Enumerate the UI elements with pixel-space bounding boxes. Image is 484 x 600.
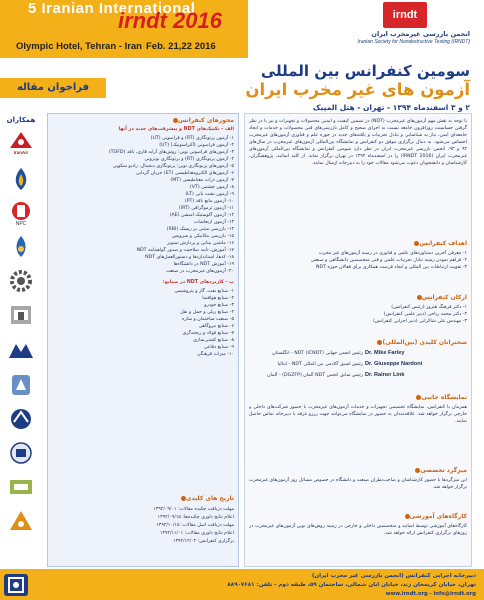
application-item: ۲- صنایع هوافضا <box>202 296 234 301</box>
topic-item: ۳- آزمون‌های فراصوتی نوین: روش‌های آرایه فازی، تافد (TOFD) <box>108 150 234 155</box>
speaker-role: رئیس سابق انجمن NDT آلمان (DGZFP) - آلمان <box>267 373 363 378</box>
org-item: ۲- دکتر محمد ریاحی (دبیر علمی کنفرانس) <box>383 312 467 317</box>
application-item: ۹- صنایع دفاعی <box>203 345 234 350</box>
steel-logo <box>4 474 38 500</box>
topic-item: ۶- آزمون‌های الکترومغناطیسی (ET) جریان گردابی <box>135 171 234 176</box>
panel-heading: میزگرد تخصصی <box>249 467 467 474</box>
gear-logo <box>4 268 38 294</box>
university2-logo <box>4 372 38 398</box>
header-banner <box>0 0 248 58</box>
topic-item: ۱۴- بازرسی مبتنی بر ریسک (RBI) <box>166 227 234 232</box>
application-item: ۵- صنعت ساختمان و سازه <box>181 317 234 322</box>
npc-logo <box>4 200 38 226</box>
goals-heading: اهداف کنفرانس <box>249 240 467 247</box>
society-logo-area <box>248 0 484 58</box>
topic-item: ۴- آزمون پرتونگاری (RT) و پرتونگاری نوترونی <box>144 157 234 162</box>
speaker-name: Dr. Rainer Link <box>365 372 405 378</box>
application-item: ۴- صنایع ریلی و حمل و نقل <box>180 310 234 315</box>
footer-secretariat: دبیرخانه اجرایی کنفرانس (انجمن بازرسی غیر مخرب ایران) <box>311 573 476 579</box>
application-item: ۱۰- میراث فرهنگی <box>196 352 234 357</box>
aerospace-logo <box>4 406 38 432</box>
footer-logo-icon <box>4 574 28 596</box>
application-item: ۳- صنایع خودرو <box>204 303 234 308</box>
topics-subheading-b: ب - کاربردهای NDT در صنایع: <box>162 280 234 285</box>
conference-title: سومین کنفرانس بین المللی <box>260 62 470 80</box>
topic-item: ۱۳- آزمون ارتعاشات <box>194 220 234 225</box>
footer-contact: www.irndt.org - info@irndt.org <box>385 591 476 597</box>
application-item: ۸- صنایع کشتی‌سازی <box>193 338 234 343</box>
goal-item: ۱- معرفی آخرین دستاوردهای علمی و فناوری در زمینه آزمون‌های غیر مخرب <box>318 251 467 256</box>
topic-item: ۹- آزمون نشت یابی (LT) <box>185 192 234 197</box>
speaker-name: Dr. Giuseppe Nardoni <box>365 361 423 367</box>
industry-logo <box>4 440 38 466</box>
panel-paragraph: این میزگردها با حضور کارشناسان و صاحب‌نظران صنعت و دانشگاه در خصوص مسائل روز آزمون‌های غیرمخرب برگزار خواهد شد. <box>249 478 467 490</box>
application-item: ۷- صنایع فولاد و ریخته‌گری <box>182 331 234 336</box>
topic-item: ۱۷- آموزش، تأیید صلاحیت و صدور گواهینامه NDT <box>136 248 234 253</box>
topic-item: ۱۵- بازرسی مکانیکی و سرویس <box>172 234 234 239</box>
sponsors-label: همکاران <box>6 116 36 124</box>
footer <box>0 569 484 600</box>
key-date-item: برگزاری کنفرانس: ۱۳۹۴/۱۲/۰۲ <box>172 539 234 544</box>
organization-heading: ارکان کنفرانس <box>249 294 467 301</box>
topics-heading: محورهای کنفرانس <box>52 117 234 124</box>
topic-item: ۱- آزمون پرتونگاری (RT) و فراصوتی (UT) <box>150 136 234 141</box>
speaker-role: رئیس اسبق آکادمی بین المللی NDT - ایتالیا <box>277 362 363 367</box>
key-date-item: مهلت دریافت اصل مقالات: ۱۳۹۴/۱۰/۱۵ <box>156 523 234 528</box>
goal-item: ۲- فراهم نمودن زمینه تبادل تجربیات علمی و فنی متخصصین دانشگاهی و صنعتی <box>310 258 467 263</box>
key-date-item: اعلام نتایج داوری مقالات: ۱۳۹۴/۱۱/۰۱ <box>159 531 234 536</box>
nioc-logo <box>4 166 38 192</box>
topics-subheading-a: الف - تکنیک‌های NDT و پیشرفت‌های جدید در آنها <box>118 127 234 132</box>
workshop-paragraph: کارگاه‌های آموزشی توسط اساتید و متخصصین داخلی و خارجی در زمینه روش‌های نوین آزمون‌های غیرمخرب در روزهای برگزاری کنفرانس ارائه خواهد شد. <box>249 524 467 536</box>
topic-item: ۱۶- ماشین بینایی و پردازش تصویر <box>166 241 234 246</box>
intro-paragraph: با توجه به نقش مهم آزمون‌های غیرمخرب (NDT) در تضمین کیفیت و ایمنی محصولات و تجهیزات و نیز با در نظر گرفتن حساسیت روزافزون جامعه نسبت به اجرای صحیح و کامل بازرسی‌های فنی محصولات و خدمات و ایجاد جامعه‌ای ایمن، نیاز به شناسایی و تبادل تجربیات و یافته‌های جدید در حوزه علم و فناوری آزمون‌های غیرمخرب احساس می‌شود. به دنبال برگزاری موفق دو کنفرانس و نمایشگاه بین‌المللی آزمون‌های غیرمخرب در سال‌های ۹۲ و ۹۳، انجمن بازرسی غیرمخرب ایران در نظر دارد سومین کنفرانس و نمایشگاه بین‌المللی آزمون‌های غیرمخرب ایران (IRNDT 2016) را در اسفندماه ۱۳۹۴ در تهران برگزار نماید. از کلیه اساتید، پژوهشگران، کارشناسان و دانشجویان دعوت می‌شود مقالات خود را به دبیرخانه ارسال نمایند. <box>249 119 467 166</box>
topic-item: ۱۸- کدها، استانداردها و دستورالعمل‌های NDT <box>145 255 234 260</box>
speaker-role: رئیس انجمن جهانی NDT (ICNDT) - انگلستان <box>272 351 363 356</box>
key-date-item: اعلام نتایج داوری چکیده‌ها: ۱۳۹۴/۰۹/۱۵ <box>157 515 234 520</box>
topic-item: ۵- آزمون‌های پرتونگاری نوین: پرتونگاری دیجیتال، رادیو سکوپی <box>112 164 234 169</box>
topic-item: ۷- آزمون ذرات مغناطیسی (MT) <box>170 178 234 183</box>
application-item: ۱- صنایع نفت، گاز و پتروشیمی <box>174 289 234 294</box>
banner-line: 5 Iranian International <box>28 0 196 17</box>
key-dates-heading: تاریخ های کلیدی <box>52 495 234 502</box>
speakers-heading: سخنرانان کلیدی (بین‌المللی) <box>249 339 467 346</box>
key-date-item: مهلت دریافت چکیده مقالات: ۱۳۹۴/۰۹/۰۱ <box>153 507 234 512</box>
conference-date: ۲ و ۳ اسفندماه ۱۳۹۴ - تهران - هتل المپیک <box>312 103 470 112</box>
svg-text:NPC: NPC <box>15 221 27 226</box>
topic-item: ۱۱- آزمون ترموگرافی (IRT) <box>178 206 234 211</box>
org-item: ۳- مهندس علی شاکرانی (دبیر اجرایی کنفرانس) <box>373 319 467 324</box>
venue-text: Olympic Hotel, Tehran - Iran <box>16 41 142 52</box>
nigc-logo <box>4 234 38 260</box>
goal-item: ۳- تقویت ارتباطات بین المللی و ایجاد فرصت همکاری برای فعالان حوزه NDT <box>315 265 467 270</box>
application-item: ۶- صنایع نیروگاهی <box>198 324 234 329</box>
dates-text: Feb. 21,22 2016 <box>146 41 216 52</box>
society-name-fa: انجمن بازرسی غیرمخرب ایران <box>371 30 470 38</box>
topic-item: ۲- آزمون فراصوتی (آلتراسونیک) (UT) <box>159 143 234 148</box>
mapna-logo <box>4 338 38 364</box>
topic-item: ۸- آزمون چشمی (VT) <box>189 185 234 190</box>
society-name-en: Iranian Society for Nondestructive Testing (IRNDT) <box>357 39 470 45</box>
footer-address: تهران، خیابان کریمخان زند، خیابان آبان شمالی، ساختمان ۵۹، طبقه دوم - تلفن: ۸۸۹۰۷۶۸۱ <box>227 582 476 588</box>
topic-item: ۱۹- آموزش NDT در دانشگاه‌ها <box>173 262 234 267</box>
irndt-logo: irndt <box>383 2 427 28</box>
university-logo <box>4 302 38 328</box>
petro-logo <box>4 508 38 534</box>
sponsor-label: IranAir <box>13 150 29 155</box>
topic-item: ۲۰- آزمون‌های غیرمخرب در صنعت <box>166 269 234 274</box>
workshop-heading: کارگاه‌های آموزشی <box>249 513 467 520</box>
org-item: ۱- دکتر فرهنگ هنرور (رئیس کنفرانس) <box>391 305 467 310</box>
topic-item: ۱۰- آزمون مایع نافذ (PT) <box>184 199 234 204</box>
exhibition-heading: نمایشگاه جانبی <box>249 394 467 401</box>
event-code: irndt 2016 <box>118 8 222 33</box>
call-for-papers-banner: فراخوان مقاله <box>0 78 106 98</box>
topic-item: ۱۲- آزمون آکوستیک امیشن (AE) <box>169 213 234 218</box>
conference-subtitle: آزمون های غیر مخرب ایران <box>245 80 470 99</box>
exhibition-paragraph: همزمان با کنفرانس، نمایشگاه تخصصی تجهیزات و خدمات آزمون‌های غیرمخرب با حضور شرکت‌های داخلی و خارجی برگزار خواهد شد. علاقه‌مندان به حضور در نمایشگاه می‌توانند جهت رزرو غرفه با دبیرخانه تماس حاصل نمایند. <box>249 405 467 424</box>
speaker-name: Dr. Mike Farley <box>365 350 405 356</box>
